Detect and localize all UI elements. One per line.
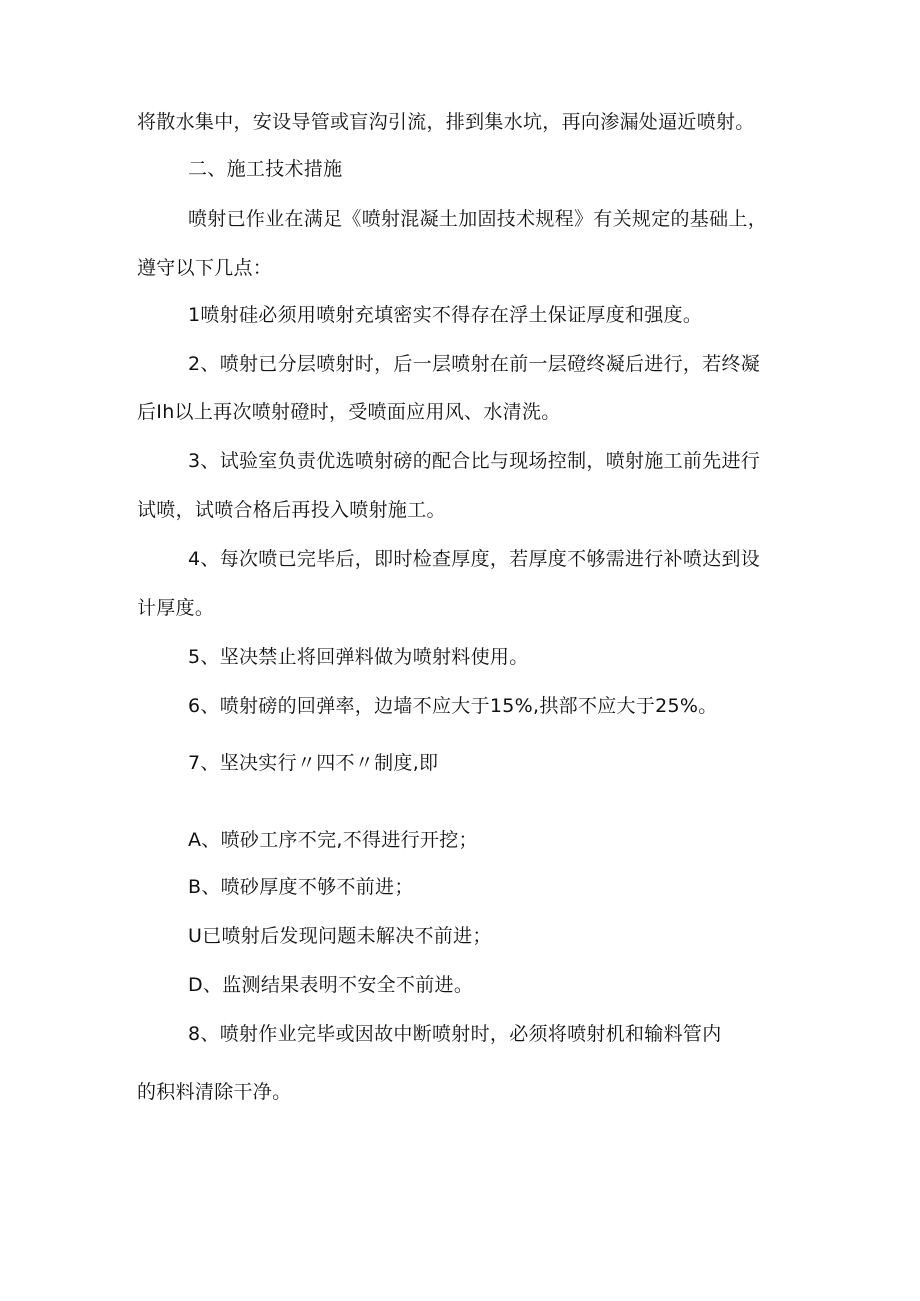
paragraph-line: 将散水集中，安设导管或盲沟引流，排到集水坑，再向渗漏处逼近喷射。 — [137, 111, 755, 133]
list-item: 4、每次喷已完毕后，即时检查厚度，若厚度不够需进行补喷达到设 — [188, 548, 761, 570]
list-item: 1喷射硅必须用喷射充填密实不得存在浮土保证厚度和强度。 — [188, 304, 703, 326]
list-item: 6、喷射磅的回弹率，边墙不应大于15%,拱部不应大于25%。 — [188, 695, 718, 717]
paragraph-line: 喷射已作业在满足《喷射混凝土加固技术规程》有关规定的基础上， — [188, 208, 768, 230]
list-item: 3、试验室负责优选喷射磅的配合比与现场控制，喷射施工前先进行 — [188, 450, 761, 472]
paragraph-line: 的积料清除干净。 — [137, 1081, 292, 1103]
list-item: 5、坚决禁止将回弹料做为喷射料使用。 — [188, 646, 529, 668]
sub-list-item: U已喷射后发现问题未解决不前进； — [188, 925, 492, 947]
paragraph-line: 试喷，试喷合格后再投入喷射施工。 — [137, 499, 446, 521]
section-heading: 二、施工技术措施 — [188, 158, 343, 180]
list-item: 7、坚决实行〃四不〃制度,即 — [188, 752, 439, 774]
sub-list-item: A、喷砂工序不完,不得进行开挖； — [188, 829, 478, 851]
paragraph-line: 后Ih以上再次喷射磴时，受喷面应用风、水清洗。 — [137, 401, 561, 423]
paragraph-line: 计厚度。 — [137, 597, 215, 619]
list-item: 8、喷射作业完毕或因故中断喷射时，必须将喷射机和输料管内 — [188, 1023, 722, 1045]
list-item: 2、喷射已分层喷射时，后一层喷射在前一层磴终凝后进行，若终凝 — [188, 353, 761, 375]
paragraph-line: 遵守以下几点： — [137, 257, 273, 279]
sub-list-item: B、喷砂厚度不够不前进； — [188, 876, 414, 898]
sub-list-item: D、监测结果表明不安全不前进。 — [188, 974, 474, 996]
